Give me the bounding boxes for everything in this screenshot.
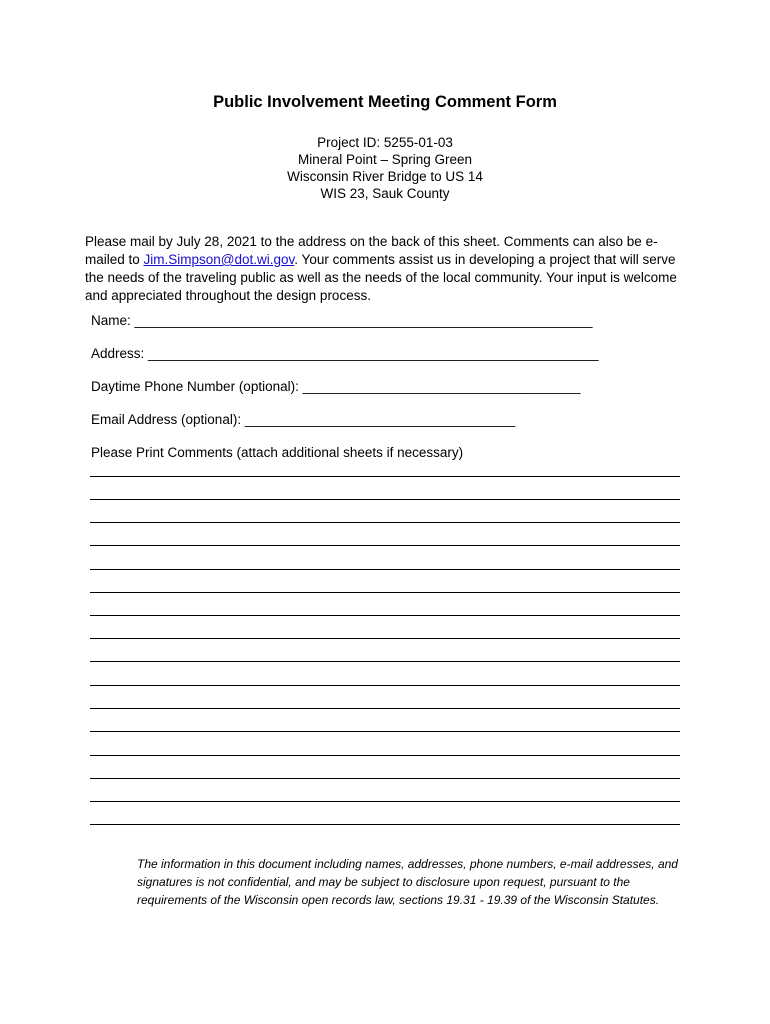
comment-line[interactable] (90, 755, 680, 756)
project-limits: Wisconsin River Bridge to US 14 (287, 169, 483, 184)
comment-line[interactable] (90, 638, 680, 639)
project-info (0, 134, 770, 202)
comment-line[interactable] (90, 615, 680, 616)
address-field[interactable]: Address: ____________________________________________________________ (91, 346, 599, 361)
comment-line[interactable] (90, 499, 680, 500)
comments-label: Please Print Comments (attach additional sheets if necessary) (91, 445, 464, 460)
comment-line[interactable] (90, 824, 680, 825)
project-location: Mineral Point – Spring Green (297, 152, 473, 167)
phone-field[interactable]: Daytime Phone Number (optional): _____________________________________ (91, 379, 581, 394)
intro-text-start: Please mail by July 28, 2021 to the address on the back of this sheet. Comments can also be e-mailed to (85, 234, 658, 267)
comment-line[interactable] (90, 778, 680, 779)
comment-line[interactable] (90, 731, 680, 732)
intro-paragraph (85, 233, 685, 305)
email-link[interactable]: Jim.Simpson@dot.wi.gov (143, 252, 295, 267)
comment-line[interactable] (90, 545, 680, 546)
comment-line[interactable] (90, 592, 680, 593)
comment-line[interactable] (90, 476, 680, 477)
project-highway-county: WIS 23, Sauk County (320, 186, 450, 201)
project-id: Project ID: 5255-01-03 (317, 135, 453, 150)
comment-line[interactable] (90, 569, 680, 570)
confidentiality-notice: The information in this document including names, addresses, phone numbers, e-mail addresses, and signatures is not confidential, and may be subject to disclosure upon request, pursuant to the requirements of the Wisconsin open records law, sections 19.31 - 19.39 of the Wisconsin Statutes. (137, 857, 678, 907)
name-field[interactable]: Name: _____________________________________________________________ (91, 313, 593, 328)
form-title: Public Involvement Meeting Comment Form (213, 93, 557, 111)
comment-line[interactable] (90, 661, 680, 662)
comment-line[interactable] (90, 522, 680, 523)
comment-line[interactable] (90, 708, 680, 709)
email-field[interactable]: Email Address (optional): ____________________________________ (91, 412, 516, 427)
intro-text-end: . Your comments assist us in developing a project that will serve the needs of the traveling public as well as the needs of the local community. Your input is welcome and appreciated throughout the design process. (85, 252, 677, 303)
comment-line[interactable] (90, 801, 680, 802)
comment-line[interactable] (90, 685, 680, 686)
